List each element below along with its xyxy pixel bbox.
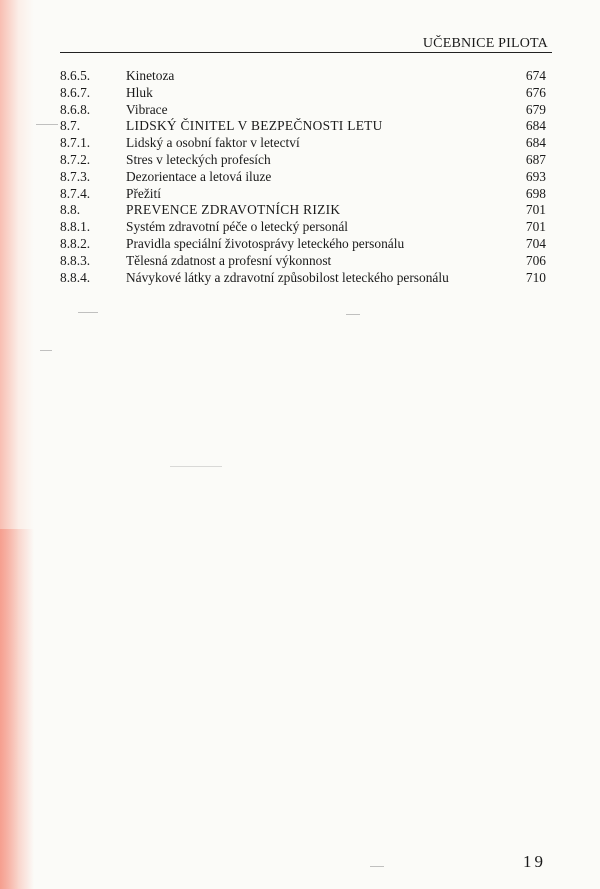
header-rule: [60, 52, 552, 53]
toc-chapter-entry: [60, 202, 546, 219]
toc-entry: [60, 169, 546, 186]
toc-title: Dezorientace a letová iluze: [126, 168, 272, 184]
toc-number: 8.8.3.: [60, 252, 91, 268]
toc-entry: [60, 219, 546, 236]
toc-number: 8.8.4.: [60, 269, 91, 285]
toc-entry: [60, 270, 546, 287]
paper-mark: [36, 124, 58, 125]
toc-title: Hluk: [126, 84, 153, 100]
toc-page: 701: [525, 202, 546, 218]
page-number: 19: [523, 852, 546, 871]
toc-page: 679: [525, 101, 546, 117]
toc-page: 693: [525, 168, 546, 184]
toc-number: 8.8.: [60, 202, 81, 218]
toc-title: LIDSKÝ ČINITEL V BEZPEČNOSTI LETU: [126, 118, 383, 134]
toc-number: 8.8.1.: [60, 219, 91, 235]
toc-title: Pravidla speciální životosprávy leteckého personálu: [126, 235, 405, 251]
toc-number: 8.7.: [60, 118, 81, 134]
paper-mark: [40, 350, 52, 351]
toc-title: Tělesná zdatnost a profesní výkonnost: [126, 252, 332, 268]
toc-number: 8.8.2.: [60, 235, 91, 251]
toc-page: 674: [525, 68, 546, 83]
toc-chapter-entry: [60, 118, 546, 135]
table-of-contents: [60, 68, 546, 286]
toc-page: 710: [525, 269, 546, 285]
toc-number: 8.7.4.: [60, 185, 91, 201]
toc-page: 698: [525, 185, 546, 201]
toc-entry: [60, 85, 546, 102]
toc-number: 8.7.1.: [60, 135, 91, 151]
toc-title: PREVENCE ZDRAVOTNÍCH RIZIK: [126, 202, 341, 218]
toc-entry: [60, 253, 546, 270]
paper-mark: [78, 312, 98, 313]
toc-number: 8.6.5.: [60, 68, 91, 83]
toc-page: 704: [525, 235, 546, 251]
toc-title: Kinetoza: [126, 68, 175, 83]
toc-title: Návykové látky a zdravotní způsobilost leteckého personálu: [126, 269, 449, 285]
toc-entry: [60, 152, 546, 169]
toc-page: 706: [525, 252, 546, 268]
toc-title: Systém zdravotní péče o letecký personál: [126, 219, 348, 235]
toc-number: 8.7.2.: [60, 151, 91, 167]
toc-number: 8.7.3.: [60, 168, 91, 184]
paper-mark: [346, 314, 360, 315]
toc-title: Stres v leteckých profesích: [126, 151, 271, 167]
paper-mark: [370, 866, 384, 867]
toc-entry: [60, 135, 546, 152]
toc-number: 8.6.8.: [60, 101, 91, 117]
toc-entry: [60, 102, 546, 119]
toc-title: Vibrace: [126, 101, 168, 117]
toc-entry: [60, 186, 546, 203]
page-edge-tint-bottom: [0, 529, 34, 889]
toc-page: 687: [525, 151, 546, 167]
toc-page: 684: [525, 118, 546, 134]
toc-page: 684: [525, 135, 546, 151]
toc-title: Lidský a osobní faktor v letectví: [126, 135, 300, 151]
running-header: UČEBNICE PILOTA: [422, 36, 548, 51]
toc-page: 701: [525, 219, 546, 235]
toc-title: Přežití: [126, 185, 161, 201]
paper-mark: [170, 466, 222, 467]
toc-number: 8.6.7.: [60, 84, 91, 100]
toc-entry: [60, 236, 546, 253]
toc-page: 676: [525, 84, 546, 100]
toc-entry: [60, 68, 546, 85]
